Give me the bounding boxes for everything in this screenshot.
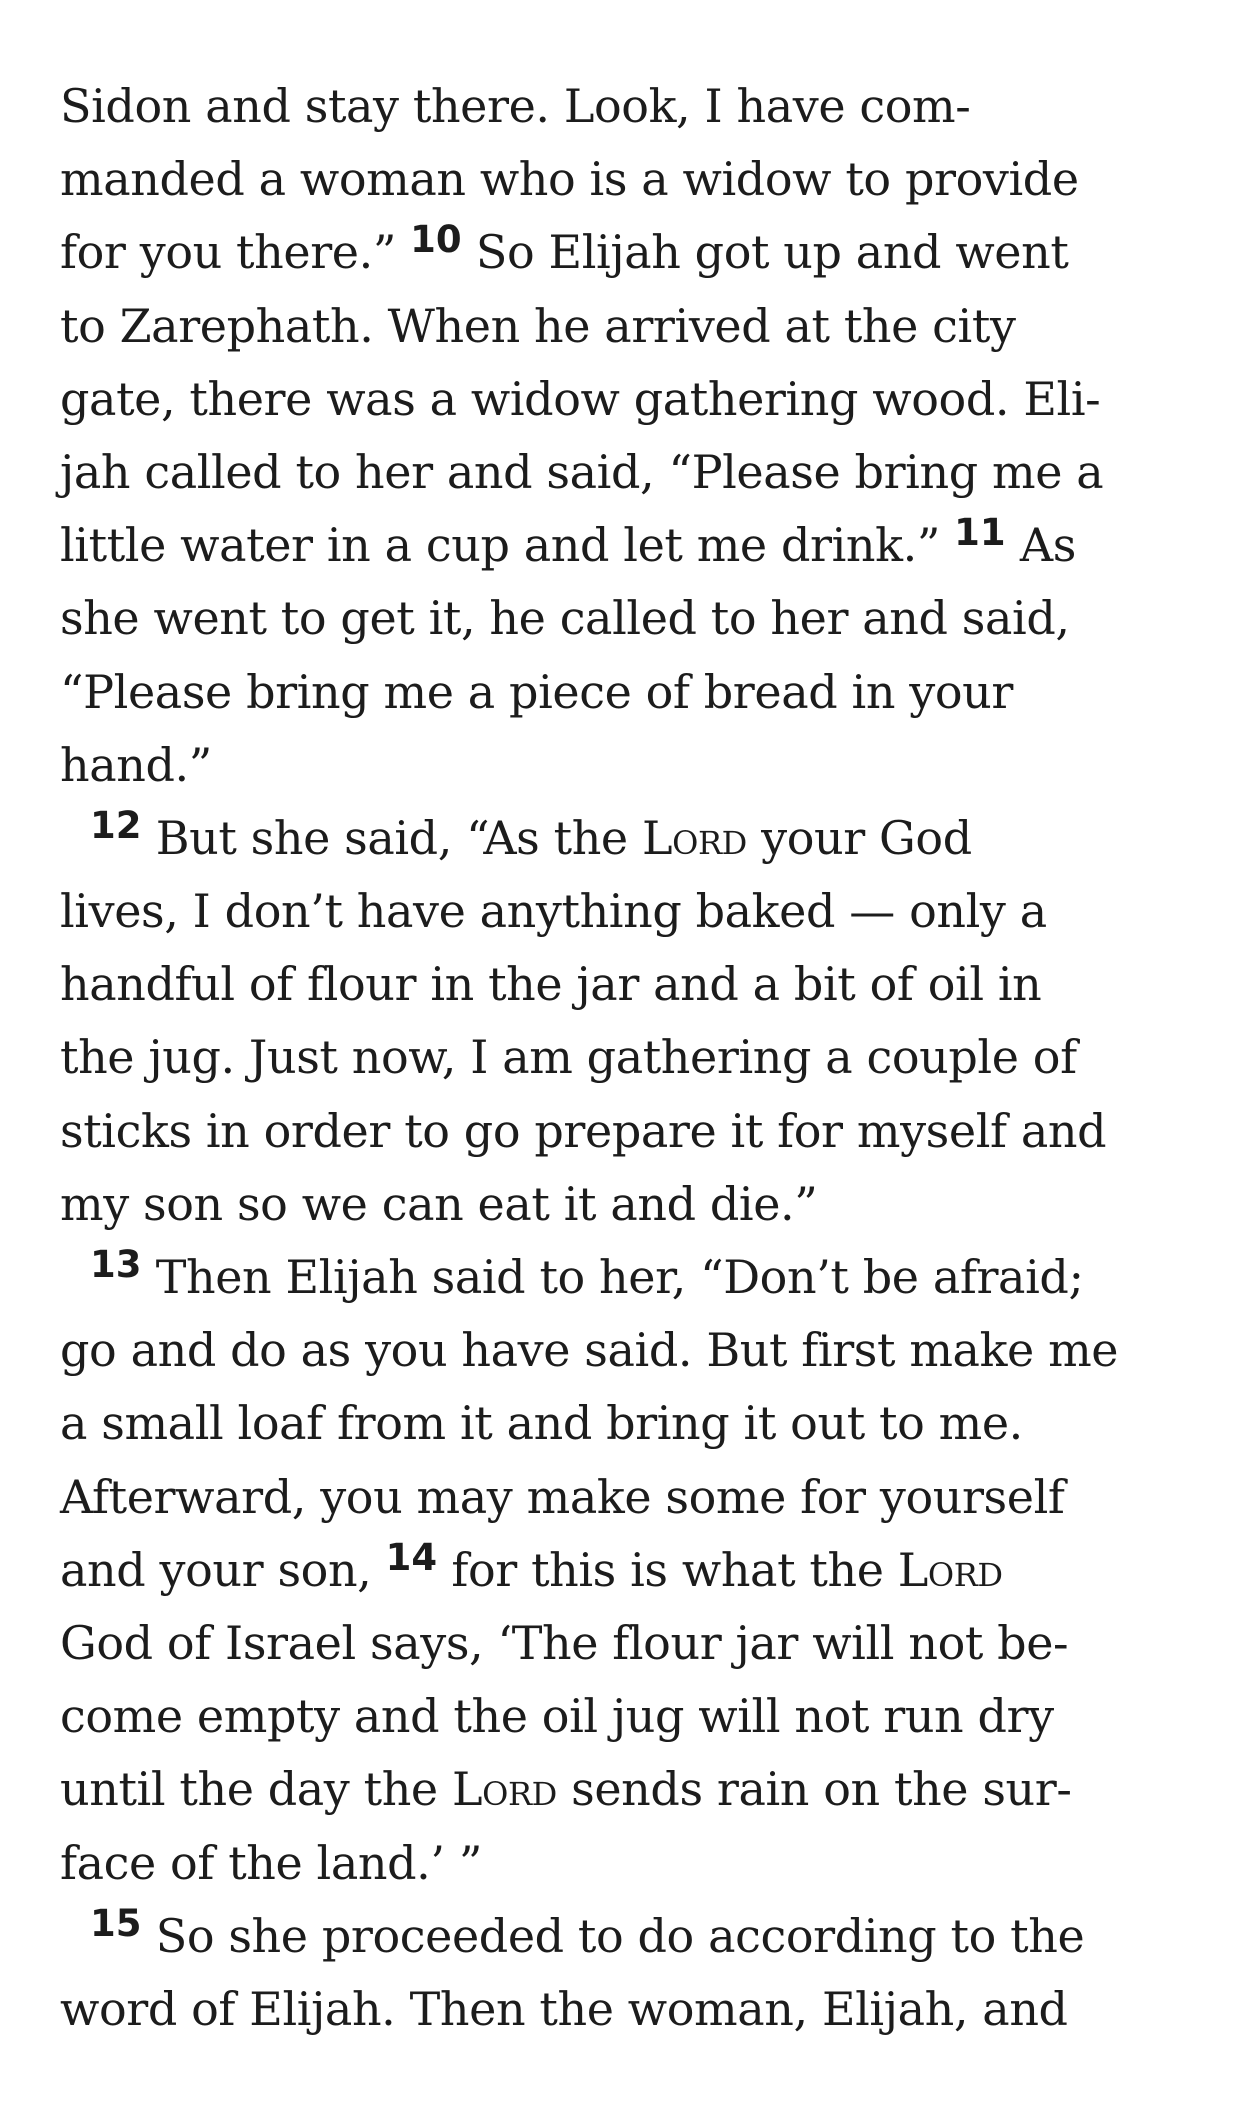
text-run: So Elijah got up and went	[461, 225, 1069, 280]
text-line	[60, 1680, 1182, 1753]
text-run: for you there.”	[60, 225, 411, 280]
text-line	[60, 1461, 1182, 1534]
text-line	[60, 1314, 1182, 1387]
text-line	[60, 1827, 1182, 1900]
divine-name: Lord	[451, 1762, 557, 1817]
text-line	[60, 729, 1182, 802]
text-line	[60, 70, 1182, 143]
text-line	[60, 290, 1182, 363]
text-run: go and do as you have said. But first make me	[60, 1323, 1119, 1378]
text-run: As	[1005, 518, 1076, 573]
text-run: my son so we can eat it and die.”	[60, 1176, 818, 1231]
divine-name: Lord	[641, 810, 747, 865]
text-line	[60, 1241, 1182, 1314]
text-run: “Please bring me a piece of bread in your	[60, 664, 1013, 719]
text-run: a small loaf from it and bring it out to me.	[60, 1396, 1023, 1451]
verse-number: 11	[954, 511, 1006, 555]
text-run: lives, I don’t have anything baked — only a	[60, 884, 1047, 939]
text-run: jah called to her and said, “Please bring me a	[60, 444, 1104, 499]
text-run: God of Israel says, ‘The flour jar will not be-	[60, 1615, 1069, 1670]
text-line	[60, 1534, 1182, 1607]
text-run: sticks in order to go prepare it for myself and	[60, 1103, 1107, 1158]
text-run: handful of flour in the jar and a bit of oil in	[60, 957, 1042, 1012]
text-line	[60, 1387, 1182, 1460]
text-run: word of Elijah. Then the woman, Elijah, and	[60, 1981, 1068, 2036]
text-run: gate, there was a widow gathering wood. Eli-	[60, 371, 1101, 426]
text-run: Afterward, you may make some for yourself	[60, 1469, 1065, 1524]
text-line	[60, 1021, 1182, 1094]
text-run: But she said, “As the	[141, 810, 642, 865]
scripture-page	[60, 70, 1182, 2046]
text-run: to Zarephath. When he arrived at the city	[60, 298, 1016, 353]
text-line	[60, 143, 1182, 216]
verse-number: 15	[90, 1901, 142, 1945]
text-run: face of the land.’ ”	[60, 1835, 482, 1890]
verse-number: 10	[410, 218, 462, 262]
text-line	[60, 1753, 1182, 1826]
text-run: So she proceeded to do according to the	[141, 1908, 1085, 1963]
text-line	[60, 1095, 1182, 1168]
verse-number: 12	[90, 803, 142, 847]
text-run: manded a woman who is a widow to provide	[60, 152, 1079, 207]
text-line	[60, 875, 1182, 948]
text-line	[60, 582, 1182, 655]
text-run: for this is what the	[437, 1542, 898, 1597]
text-run: until the day the	[60, 1762, 452, 1817]
text-line	[60, 1168, 1182, 1241]
divine-name: Lord	[897, 1542, 1003, 1597]
text-line	[60, 1607, 1182, 1680]
text-run: Then Elijah said to her, “Don’t be afraid;	[141, 1250, 1084, 1304]
text-run: your God	[746, 810, 972, 865]
text-run: Sidon and stay there. Look, I have com-	[60, 79, 971, 133]
text-line	[60, 509, 1182, 582]
text-line	[60, 216, 1182, 289]
text-run: come empty and the oil jug will not run dry	[60, 1689, 1054, 1744]
text-run: sends rain on the sur-	[556, 1762, 1072, 1817]
text-line	[60, 656, 1182, 729]
text-line	[60, 948, 1182, 1021]
text-line	[60, 436, 1182, 509]
text-line	[60, 1973, 1182, 2046]
verse-number: 13	[90, 1243, 142, 1286]
text-run: little water in a cup and let me drink.”	[60, 518, 955, 573]
text-run: hand.”	[60, 737, 212, 792]
verse-number: 14	[385, 1535, 438, 1579]
text-run: and your son,	[60, 1542, 386, 1597]
text-line	[60, 1900, 1182, 1973]
text-line	[60, 363, 1182, 436]
text-run: she went to get it, he called to her and said,	[60, 591, 1070, 646]
text-line	[60, 802, 1182, 875]
text-run: the jug. Just now, I am gathering a couple of	[60, 1030, 1077, 1085]
